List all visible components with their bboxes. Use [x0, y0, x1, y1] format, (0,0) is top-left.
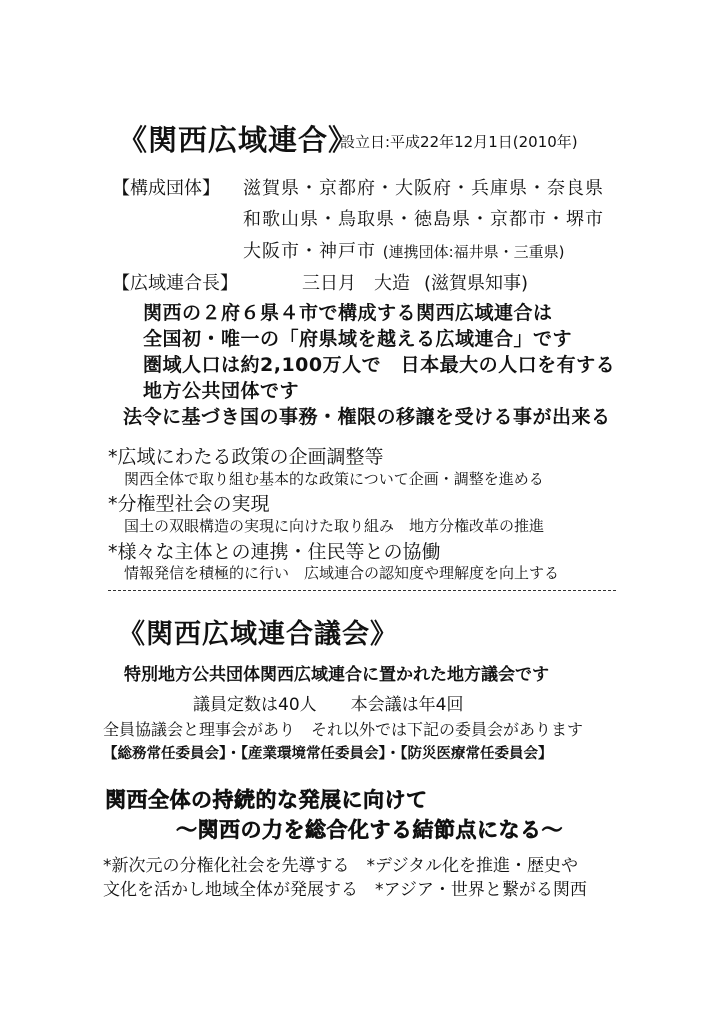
partner-groups: (連携団体:福井県・三重県): [382, 243, 565, 261]
members-line-3-text: 大阪市・神戸市: [243, 241, 376, 262]
role-detail-1: 関西全体で取り組む基本的な政策について企画・調整を進める: [124, 470, 544, 488]
members-line-2: 和歌山県・鳥取県・徳島県・京都市・堺市: [243, 209, 604, 230]
chair-label: 【広域連合長】: [112, 273, 238, 294]
vision-item-line-2: 文化を活かし地域全体が発展する *アジア・世界と繋がる関西: [103, 880, 587, 900]
section-divider: [108, 590, 616, 591]
chair-role: (滋賀県知事): [424, 273, 529, 294]
members-line-3: [243, 237, 565, 263]
role-detail-3: 情報発信を積極的に行い 広域連合の認知度や理解度を向上する: [124, 564, 560, 582]
assembly-intro: 特別地方公共団体関西広域連合に置かれた地方議会です: [124, 665, 549, 685]
established-date: 設立日:平成22年12月1日(2010年): [340, 133, 578, 151]
description-line-1: 関西の２府６県４市で構成する関西広域連合は: [143, 302, 553, 324]
chair-name: 三日月 大造: [302, 273, 410, 294]
members-label: 【構成団体】: [112, 178, 220, 199]
description-line-4: 地方公共団体です: [143, 380, 300, 402]
description-line-5: 法令に基づき国の事務・権限の移譲を受ける事が出来る: [123, 406, 611, 428]
assembly-meetings: 全員協議会と理事会があり それ以外では下記の委員会があります: [103, 720, 584, 739]
committee-list: 【総務常任委員会】・【産業環境常任委員会】・【防災医療常任委員会】: [103, 746, 553, 762]
vision-headline-1: 関西全体の持続的な発展に向けて: [105, 788, 428, 812]
assembly-seats: 議員定数は40人 本会議は年4回: [193, 695, 464, 715]
role-detail-2: 国土の双眼構造の実現に向けた取り組み 地方分権改革の推進: [124, 517, 545, 535]
role-heading-2: *分権型社会の実現: [108, 493, 270, 515]
assembly-title: 《関西広域連合議会》: [118, 619, 398, 650]
members-line-1: 滋賀県・京都府・大阪府・兵庫県・奈良県: [243, 178, 604, 199]
vision-item-line-1: *新次元の分権化社会を先導する *デジタル化を推進・歴史や: [103, 856, 578, 876]
role-heading-1: *広域にわたる政策の企画調整等: [108, 446, 384, 468]
vision-headline-2: ～関西の力を総合化する結節点になる～: [176, 818, 563, 842]
role-heading-3: *様々な主体との連携・住民等との協働: [108, 541, 441, 563]
description-line-2: 全国初・唯一の「府県域を越える広域連合」です: [143, 328, 573, 350]
description-line-3: 圏域人口は約2,100万人で 日本最大の人口を有する: [143, 354, 616, 376]
union-title: 《関西広域連合》: [118, 123, 359, 157]
